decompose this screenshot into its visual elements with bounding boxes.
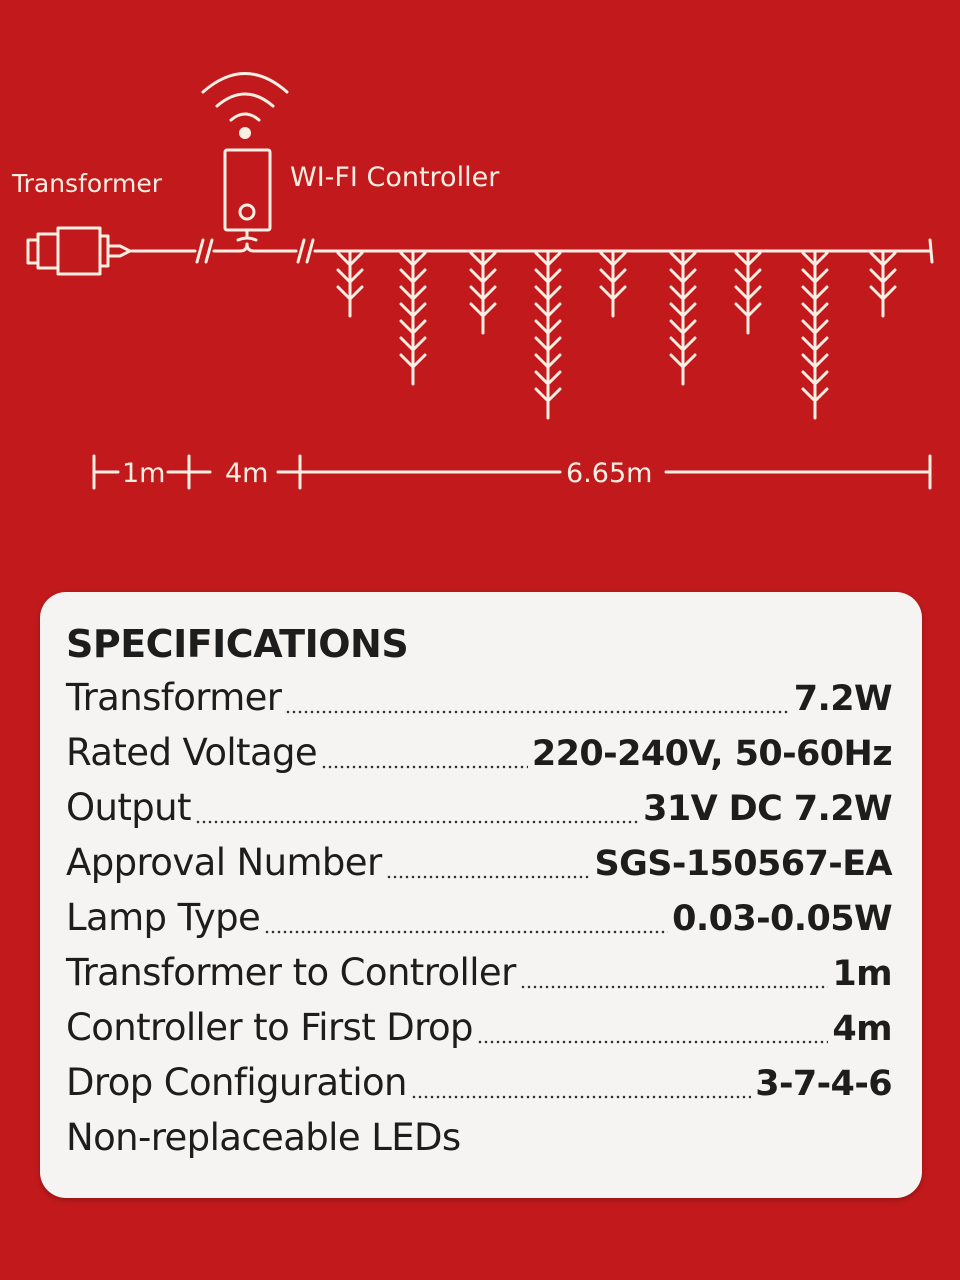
spec-row-controller-to-first-drop xyxy=(66,1006,892,1056)
icicle-drop-icon xyxy=(736,251,760,333)
dim-665m: 6.65m xyxy=(566,458,653,489)
icicle-drop-icon xyxy=(803,251,827,418)
specifications-card xyxy=(40,592,922,1198)
controller-label: WI-FI Controller xyxy=(290,162,500,193)
spec-row-output xyxy=(66,786,892,836)
dimension-line xyxy=(94,456,930,489)
spec-label: Output xyxy=(66,786,191,829)
leader-dots xyxy=(477,1040,828,1044)
spec-row-rated-voltage xyxy=(66,731,892,781)
spec-value: 0.03-0.05W xyxy=(672,899,892,939)
wiring-diagram xyxy=(0,0,960,560)
dim-4m: 4m xyxy=(225,458,269,489)
spec-label: Controller to First Drop xyxy=(66,1006,473,1049)
icicle-drop-icon xyxy=(601,251,625,316)
main-cable xyxy=(132,240,932,262)
spec-value: 4m xyxy=(832,1009,892,1049)
spec-label: Approval Number xyxy=(66,841,382,884)
leader-dots xyxy=(520,985,829,989)
icicle-drop-icon xyxy=(338,251,362,316)
spec-note-non-replaceable-leds xyxy=(66,1116,892,1166)
spec-label: Drop Configuration xyxy=(66,1061,407,1104)
icicle-drop-icon xyxy=(401,251,425,384)
leader-dots xyxy=(285,710,789,714)
spec-value: 1m xyxy=(832,954,892,994)
spec-value: SGS-150567-EA xyxy=(594,844,892,884)
leader-dots xyxy=(411,1095,751,1099)
spec-row-transformer xyxy=(66,676,892,726)
spec-row-lamp-type xyxy=(66,896,892,946)
leader-dots xyxy=(195,820,639,824)
spec-row-drop-configuration xyxy=(66,1061,892,1111)
spec-value: 220-240V, 50-60Hz xyxy=(531,734,892,774)
spec-row-approval-number xyxy=(66,841,892,891)
icicle-drops xyxy=(338,251,895,418)
spec-label: Rated Voltage xyxy=(66,731,318,774)
spec-row-transformer-to-controller xyxy=(66,951,892,1001)
transformer-plug-icon xyxy=(28,228,130,274)
leader-dots xyxy=(386,875,591,879)
dim-1m: 1m xyxy=(122,458,166,489)
spec-value: 3-7-4-6 xyxy=(755,1064,892,1104)
spec-label: Transformer to Controller xyxy=(66,951,516,994)
spec-value: 31V DC 7.2W xyxy=(643,789,892,829)
spec-title: SPECIFICATIONS xyxy=(66,622,409,666)
leader-dots xyxy=(321,765,528,769)
spec-note: Non-replaceable LEDs xyxy=(66,1116,461,1159)
transformer-label: Transformer xyxy=(12,169,163,198)
icicle-drop-icon xyxy=(871,251,895,316)
leader-dots xyxy=(264,930,668,934)
wifi-icon xyxy=(203,74,287,121)
icicle-drop-icon xyxy=(471,251,495,333)
spec-label: Lamp Type xyxy=(66,896,261,939)
spec-value: 7.2W xyxy=(793,679,892,719)
wifi-dot xyxy=(239,127,251,139)
icicle-drop-icon xyxy=(536,251,560,418)
spec-label: Transformer xyxy=(66,676,282,719)
icicle-drop-icon xyxy=(671,251,695,384)
controller-box-icon xyxy=(225,150,270,240)
